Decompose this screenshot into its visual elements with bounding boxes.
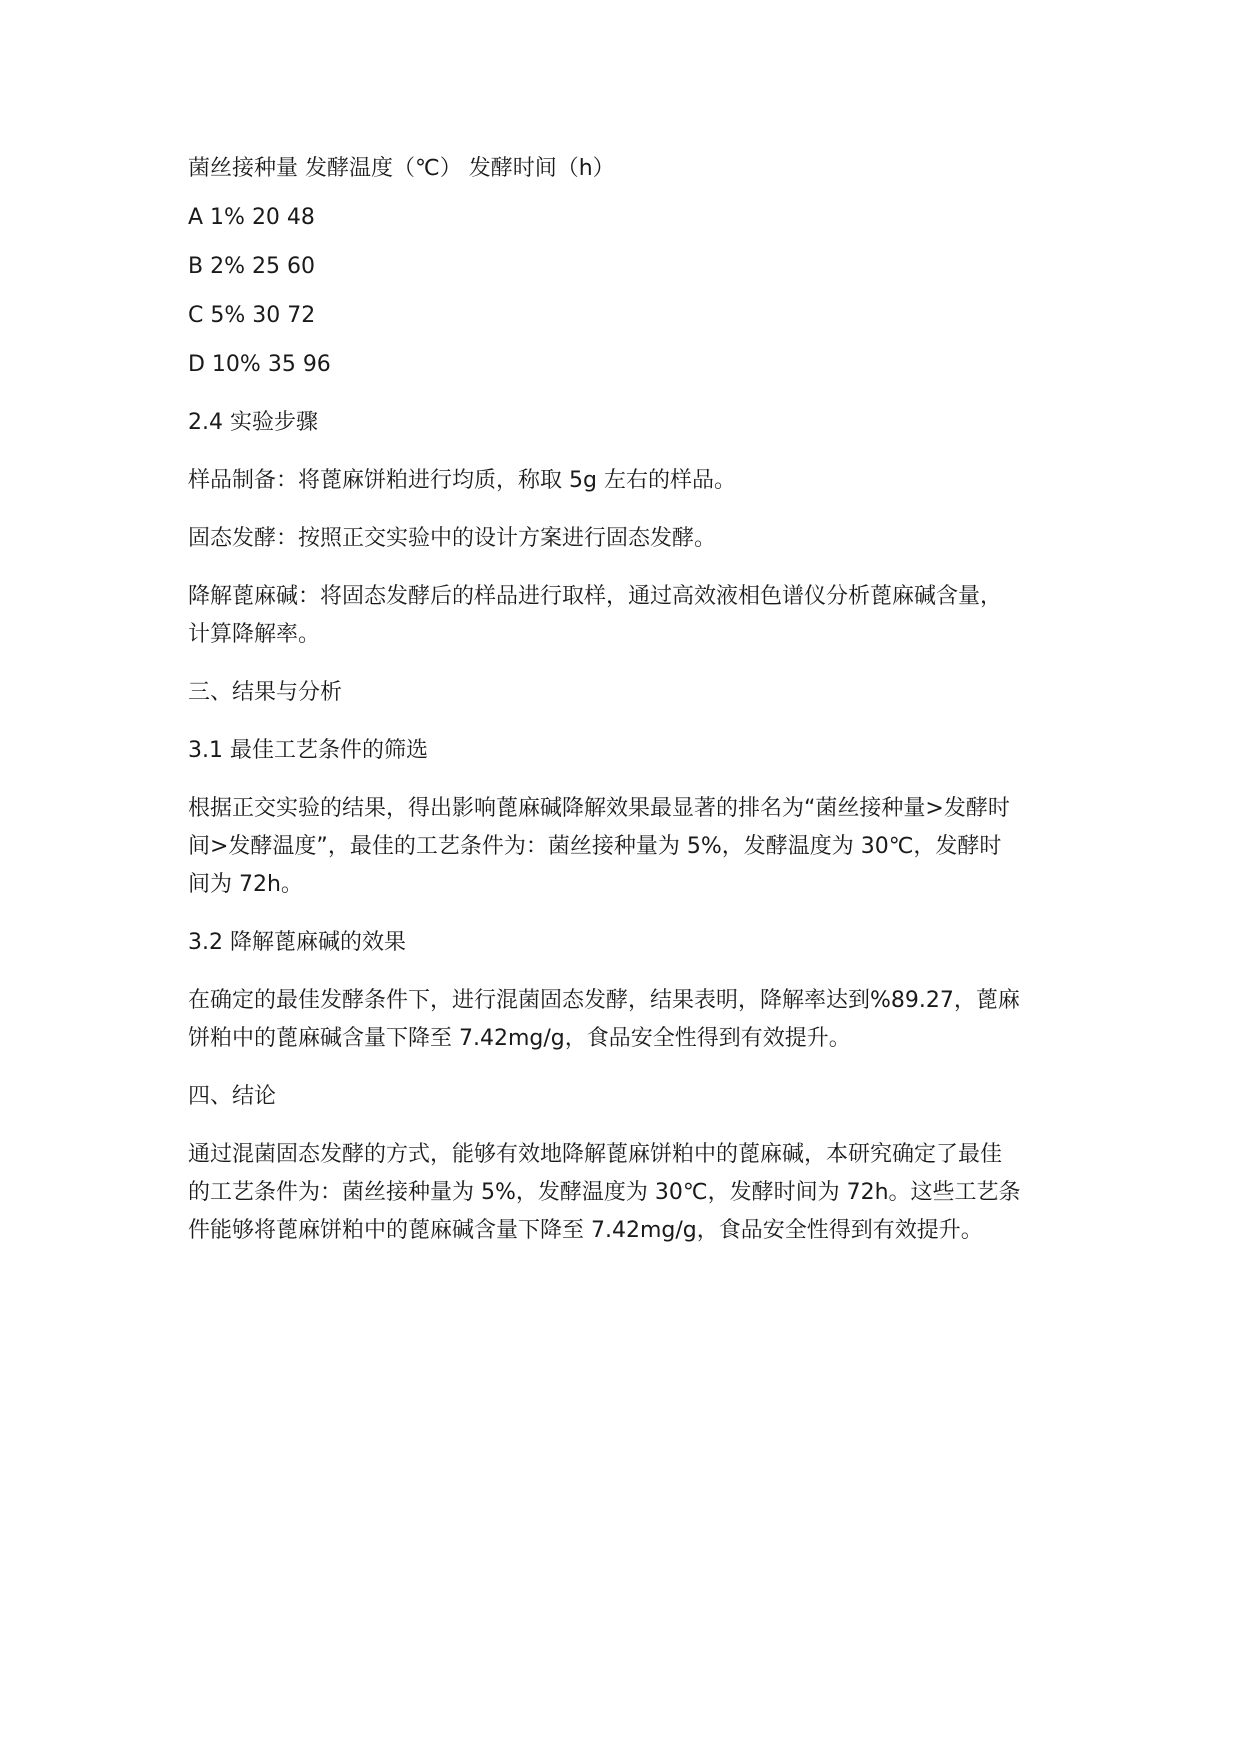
section-heading-2-4: 2.4 实验步骤 [188,410,318,435]
paragraph-line: 在确定的最佳发酵条件下，进行混菌固态发酵，结果表明，降解率达到%89.27，蓖麻 [188,988,1020,1013]
section-heading-4: 四、结论 [188,1084,277,1109]
step-solid-fermentation: 固态发酵：按照正交实验中的设计方案进行固态发酵。 [188,526,717,551]
paragraph-line: 通过混菌固态发酵的方式，能够有效地降解蓖麻饼粕中的蓖麻碱，本研究确定了最佳 [188,1142,1003,1167]
paragraph-line: 的工艺条件为：菌丝接种量为 5%，发酵温度为 30℃，发酵时间为 72h。这些工艺条 [188,1180,1021,1205]
step-degradation-line: 降解蓖麻碱：将固态发酵后的样品进行取样，通过高效液相色谱仪分析蓖麻碱含量， [188,584,1003,609]
document-page [188,150,1058,1250]
paragraph-line: 间>发酵温度”，最佳的工艺条件为：菌丝接种量为 5%，发酵温度为 30℃，发酵时 [188,834,1002,859]
table-row-c: C 5% 30 72 [188,303,316,328]
paragraph-line: 间为 72h。 [188,872,303,897]
subsection-heading-3-2: 3.2 降解蓖麻碱的效果 [188,930,406,955]
paragraph-line: 根据正交实验的结果，得出影响蓖麻碱降解效果最显著的排名为“菌丝接种量>发酵时 [188,796,1010,821]
paragraph-line: 件能够将蓖麻饼粕中的蓖麻碱含量下降至 7.42mg/g，食品安全性得到有效提升。 [188,1218,983,1243]
paragraph-3-1 [188,790,1058,904]
table-row-d: D 10% 35 96 [188,352,331,377]
paragraph-3-2 [188,982,1058,1058]
table-header: 菌丝接种量 发酵温度（℃） 发酵时间（h） [188,156,615,181]
step-degradation [188,578,1058,654]
paragraph-conclusion [188,1136,1058,1250]
paragraph-line: 饼粕中的蓖麻碱含量下降至 7.42mg/g，食品安全性得到有效提升。 [188,1026,851,1051]
step-degradation-line: 计算降解率。 [188,622,321,647]
subsection-heading-3-1: 3.1 最佳工艺条件的筛选 [188,738,428,763]
table-row-a: A 1% 20 48 [188,205,315,230]
table-row-b: B 2% 25 60 [188,254,315,279]
section-heading-3: 三、结果与分析 [188,680,343,705]
step-sample-prep: 样品制备：将蓖麻饼粕进行均质，称取 5g 左右的样品。 [188,468,736,493]
